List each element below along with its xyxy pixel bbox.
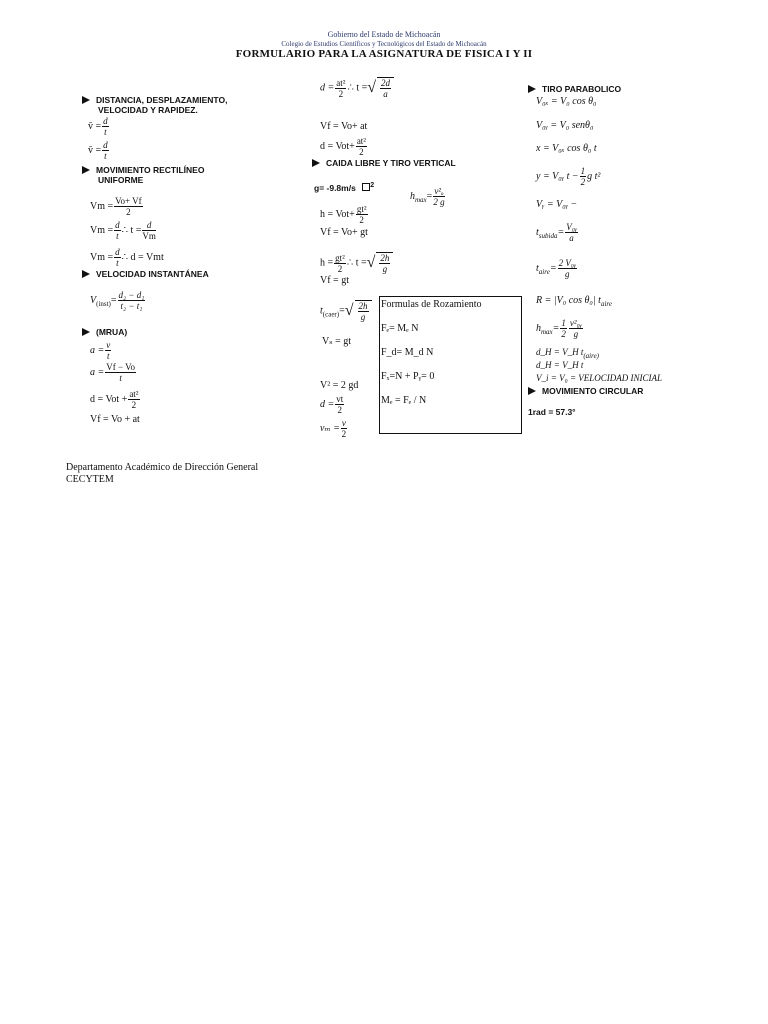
formula-initial-velocity: V_i = V₀ = VELOCIDAD INICIAL bbox=[536, 373, 663, 383]
formula-vf-4: Vf = gt bbox=[320, 275, 349, 286]
formula-x: x = V₀ₓ cos θ₀ t bbox=[536, 143, 597, 154]
section-mrua: (MRUA) bbox=[82, 327, 127, 337]
section-mru-2: UNIFORME bbox=[98, 175, 144, 185]
friction-normal: Fₓ=N + Pᵧ= 0 bbox=[381, 371, 435, 382]
formula-t-subida: $t_{subida}=$ $\frac{\text{V₀ᵧ}}{a}$ bbox=[536, 222, 577, 243]
formula-v0x: V₀ₓ = V₀ cos θ₀ bbox=[536, 96, 597, 107]
formula-accel-1: a = $\frac{v}{t}$ bbox=[90, 340, 111, 361]
formula-d-time: d = $\frac{\text{at²}}{2}$ ∴ t =√ $\frac{2d}{a}$ bbox=[320, 77, 394, 99]
formula-accel-2: a = $\frac{Vf - Vo}{t}$ bbox=[90, 362, 135, 383]
arrow-icon bbox=[82, 166, 90, 174]
formula-instant-velocity: $V_{(inst)}=$ $\frac{\text{d₂ − d₁}}{\text{t₂ − t₁}}$ bbox=[90, 290, 145, 311]
formula-hmax: $h_{max}=$ $\frac{\text{v²ₒ}}{2 g}$ bbox=[410, 186, 445, 207]
formula-vm-free: vₘ = $\frac{v}{2}$ bbox=[320, 418, 347, 439]
square-icon bbox=[362, 183, 370, 191]
arrow-icon bbox=[82, 270, 90, 278]
formula-v-squared: V² = 2 gd bbox=[320, 380, 359, 391]
formula-final-velocity: Vf = Vo + at bbox=[90, 414, 140, 425]
arrow-icon bbox=[528, 387, 536, 395]
section-distance: DISTANCIA, DESPLAZAMIENTO, bbox=[82, 95, 227, 105]
formula-d-3: d = $\frac{vt}{2}$ bbox=[320, 394, 344, 415]
section-distance-2: VELOCIDAD Y RAPIDEZ. bbox=[98, 105, 198, 115]
formula-vm-3: Vm = $\frac{d}{t}$ ∴ d = Vmt bbox=[90, 247, 164, 268]
formula-hmax-proj: $h_{max}=$ $\frac{1}{2}$ $\frac{\text{v²₀ᵧ}}{g}$ bbox=[536, 318, 582, 339]
friction-static: Fₑ= Mₑ N bbox=[381, 323, 419, 334]
formula-vf-2: Vf = Vo+ at bbox=[320, 121, 368, 132]
radian-conversion: 1rad = 57.3° bbox=[528, 407, 576, 417]
section-mru: MOVIMIENTO RECTILÍNEO bbox=[82, 165, 204, 175]
section-projectile: TIRO PARABOLICO bbox=[528, 84, 621, 94]
arrow-icon bbox=[312, 159, 320, 167]
formula-dh-1: d_H = V_H $t_{(aire)}$ bbox=[536, 347, 600, 360]
formula-velocity-2: v̄ = $\frac{d}{t}$ bbox=[88, 140, 108, 161]
formula-range: R = |V₀ cos θ₀| $t_{aire}$ bbox=[536, 295, 612, 308]
footer-institution: CECYTEM bbox=[66, 474, 114, 485]
arrow-icon bbox=[82, 96, 90, 104]
formula-h-1: h = Vot+ $\frac{\text{gt²}}{2}$ bbox=[320, 204, 367, 225]
friction-title: Formulas de Rozamiento bbox=[381, 299, 482, 310]
formula-t-aire: $t_{aire}=$ $\frac{\text{2 V₀ᵧ}}{g}$ bbox=[536, 258, 577, 279]
formula-velocity-1: v̄ = $\frac{d}{t}$ bbox=[88, 116, 108, 137]
section-circular: MOVIMIENTO CIRCULAR bbox=[528, 386, 643, 396]
formula-d-2: d = Vot+ $\frac{\text{at²}}{2}$ bbox=[320, 136, 367, 157]
gravity-constant: g= -9.8m/s $^2$ bbox=[314, 182, 375, 193]
arrow-icon bbox=[82, 328, 90, 336]
document-title: FORMULARIO PARA LA ASIGNATURA DE FISICA I Y II bbox=[235, 48, 533, 60]
formula-vy: Vᵧ = V₀ᵧ − bbox=[536, 199, 578, 210]
college-header: Colegio de Estudios Científicos y Tecnológicos del Estado de Michoacán bbox=[281, 40, 487, 48]
friction-dynamic: F_d= M_d N bbox=[381, 347, 434, 358]
footer-department: Departamento Académico de Dirección General bbox=[66, 462, 259, 473]
formula-vs: Vₛ = gt bbox=[322, 336, 352, 347]
friction-coefficient: Mₑ = Fₑ / N bbox=[381, 395, 427, 406]
arrow-icon bbox=[528, 85, 536, 93]
government-header: Gobierno del Estado de Michoacán bbox=[327, 30, 441, 39]
formula-h-2: h = $\frac{\text{gt²}}{2}$ ∴ t =√ $\frac{2h}{g}$ bbox=[320, 252, 393, 274]
formula-vm-1: Vm = $\frac{Vo+ Vf}{2}$ bbox=[90, 196, 142, 217]
section-free-fall: CAIDA LIBRE Y TIRO VERTICAL bbox=[312, 158, 456, 168]
formula-vm-2: Vm = $\frac{d}{t}$ ∴ t = $\frac{d}{Vm}$ bbox=[90, 220, 156, 241]
section-instant-velocity: VELOCIDAD INSTANTÁNEA bbox=[82, 269, 209, 279]
formula-dh-2: d_H = V_H t bbox=[536, 360, 584, 370]
formula-vf-3: Vf = Vo+ gt bbox=[320, 227, 368, 238]
friction-box bbox=[379, 296, 522, 434]
formula-v0y: V₀ᵧ = V₀ senθ₀ bbox=[536, 120, 594, 131]
formula-distance: d = Vot + $\frac{\text{at²}}{2}$ bbox=[90, 389, 139, 410]
formula-fall-time: $t_{(caer)}=√$ $\frac{2h}{g}$ bbox=[320, 300, 372, 322]
formula-y: y = V₀ᵧ t − $\frac{1}{2}$ g t² bbox=[536, 166, 601, 187]
